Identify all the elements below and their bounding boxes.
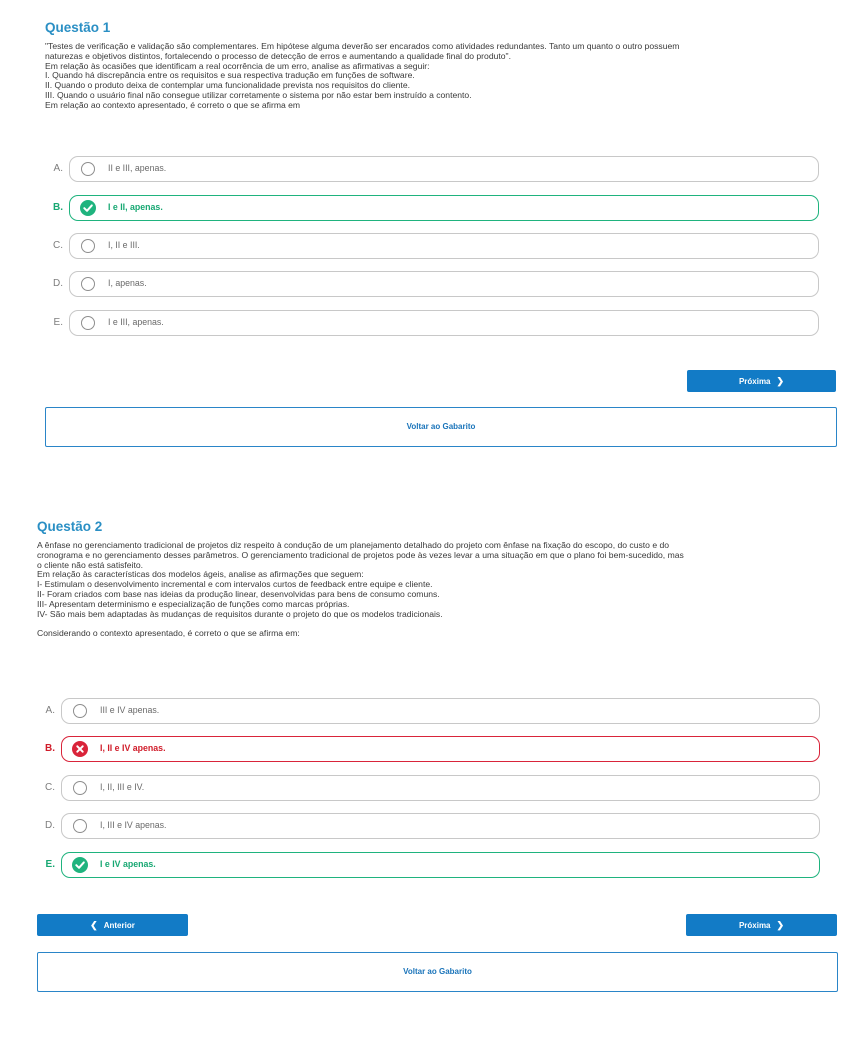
statement-line: A ênfase no gerenciamento tradicional de projetos diz respeito à condução de um planejamento detalhado do projeto com ênfase na fixação do escopo, do custo e do: [37, 540, 670, 550]
next-label: Próxima: [738, 921, 771, 930]
option-text: I e IV apenas.: [100, 859, 156, 869]
statement-line: naturezas e objetivos distintos, fortalecendo o processo de detecção de erros e aumentando a qualidade final do produto".: [45, 50, 511, 61]
option-box[interactable]: [61, 852, 820, 878]
check-circle-icon: [72, 857, 88, 873]
question-1: [45, 20, 835, 111]
option-box[interactable]: [61, 698, 820, 724]
question-title: Questão 1: [45, 20, 111, 35]
question-2: [37, 519, 837, 639]
option-text: III e IV apenas.: [100, 705, 160, 715]
option-letter: D.: [45, 820, 55, 831]
option-box[interactable]: [69, 195, 819, 221]
statement-line: III- Apresentam determinismo e especialização de funções como marcas próprias.: [37, 598, 350, 609]
radio-circle-icon[interactable]: [81, 277, 95, 291]
statement-line: II- Foram criados com base nas ideias da produção linear, desenvolvidas para bens de consumo comuns.: [37, 588, 440, 599]
option-text: I e II, apenas.: [108, 202, 163, 212]
statement-line: I. Quando há discrepância entre os requisitos e sua respectiva tradução em funções de software.: [45, 70, 415, 81]
statement-line: Em relação às ocasiões que identificam a real ocorrência de um erro, analise as afirmativas a seguir:: [45, 60, 430, 71]
q2-option-c[interactable]: [37, 775, 822, 801]
q1-option-a[interactable]: [45, 156, 820, 182]
radio-circle-icon[interactable]: [73, 781, 87, 795]
question-statement: [37, 541, 837, 639]
option-letter: A.: [45, 705, 55, 716]
next-label: Próxima: [738, 377, 771, 386]
statement-line: I- Estimulam o desenvolvimento incremental e com intervalos curtos de feedback entre equipe e cliente.: [37, 579, 433, 590]
check-circle-icon: [80, 200, 96, 216]
q2-option-d[interactable]: [37, 813, 822, 839]
option-text: I, apenas.: [108, 278, 147, 288]
q1-option-c[interactable]: [45, 233, 820, 259]
q1-back-to-answers-button[interactable]: Voltar ao Gabarito: [45, 407, 837, 447]
option-text: I, II e IV apenas.: [100, 743, 166, 753]
option-box[interactable]: [69, 310, 819, 336]
option-letter: A.: [53, 163, 63, 174]
option-box[interactable]: [69, 271, 819, 297]
option-text: I, II e III.: [108, 240, 140, 250]
radio-circle-icon[interactable]: [81, 162, 95, 176]
question-title: Questão 2: [37, 519, 103, 534]
option-box[interactable]: [61, 813, 820, 839]
q2-option-a[interactable]: [37, 698, 822, 724]
statement-line: II. Quando o produto deixa de contemplar uma funcionalidade prevista nos requisitos do cliente.: [45, 80, 410, 91]
option-text: I e III, apenas.: [108, 317, 164, 327]
statement-line: "Testes de verificação e validação são complementares. Em hipótese alguma deverão ser encarados como atividades redundantes. Tanto um quanto o outro possuem: [45, 41, 680, 51]
radio-circle-icon[interactable]: [73, 819, 87, 833]
option-box[interactable]: [61, 736, 820, 762]
previous-label: Anterior: [103, 921, 135, 930]
statement-line: Em relação ao contexto apresentado, é correto o que se afirma em: [45, 99, 301, 110]
option-text: I, III e IV apenas.: [100, 820, 167, 830]
option-letter: E.: [53, 317, 63, 328]
q1-option-b[interactable]: [45, 195, 820, 221]
q1-option-e[interactable]: [45, 310, 820, 336]
statement-line: Considerando o contexto apresentado, é correto o que se afirma em:: [37, 628, 300, 639]
x-circle-icon: [72, 741, 88, 757]
q2-back-to-answers-button[interactable]: Voltar ao Gabarito: [37, 952, 838, 992]
statement-line: cronograma e no gerenciamento desses parâmetros. O gerenciamento tradicional de projetos pode às vezes levar a uma situação em que o plano foi bem-sucedido, mas: [37, 549, 684, 560]
statement-line: III. Quando o usuário final não consegue utilizar corretamente o sistema por não estar bem instruído a contento.: [45, 89, 472, 100]
option-letter: C.: [45, 782, 55, 793]
statement-line: Em relação às características dos modelos ágeis, analise as afirmações que seguem:: [37, 569, 364, 580]
question-statement: [45, 42, 835, 111]
statement-line: IV- São mais bem adaptadas às mudanças de requisitos durante o projeto do que os modelos tradicionais.: [37, 608, 443, 619]
radio-circle-icon[interactable]: [81, 239, 95, 253]
q2-option-e[interactable]: [37, 852, 822, 878]
radio-circle-icon[interactable]: [81, 316, 95, 330]
option-box[interactable]: [69, 156, 819, 182]
option-letter: D.: [53, 278, 63, 289]
option-box[interactable]: [69, 233, 819, 259]
option-text: II e III, apenas.: [108, 163, 167, 173]
option-box[interactable]: [61, 775, 820, 801]
statement-line: o cliente não está satisfeito.: [37, 559, 144, 570]
q2-previous-button[interactable]: [37, 914, 188, 936]
chevron-right-icon: ❯: [776, 920, 785, 930]
option-letter: E.: [45, 859, 55, 870]
q1-option-d[interactable]: [45, 271, 820, 297]
radio-circle-icon[interactable]: [73, 704, 87, 718]
q2-next-button[interactable]: [686, 914, 837, 936]
q2-option-b[interactable]: [37, 736, 822, 762]
option-letter: B.: [45, 743, 55, 754]
option-letter: C.: [53, 240, 63, 251]
option-letter: B.: [53, 202, 63, 213]
q1-next-button[interactable]: [687, 370, 836, 392]
option-text: I, II, III e IV.: [100, 782, 145, 792]
chevron-right-icon: ❯: [776, 376, 785, 386]
chevron-left-icon: ❮: [90, 920, 98, 930]
